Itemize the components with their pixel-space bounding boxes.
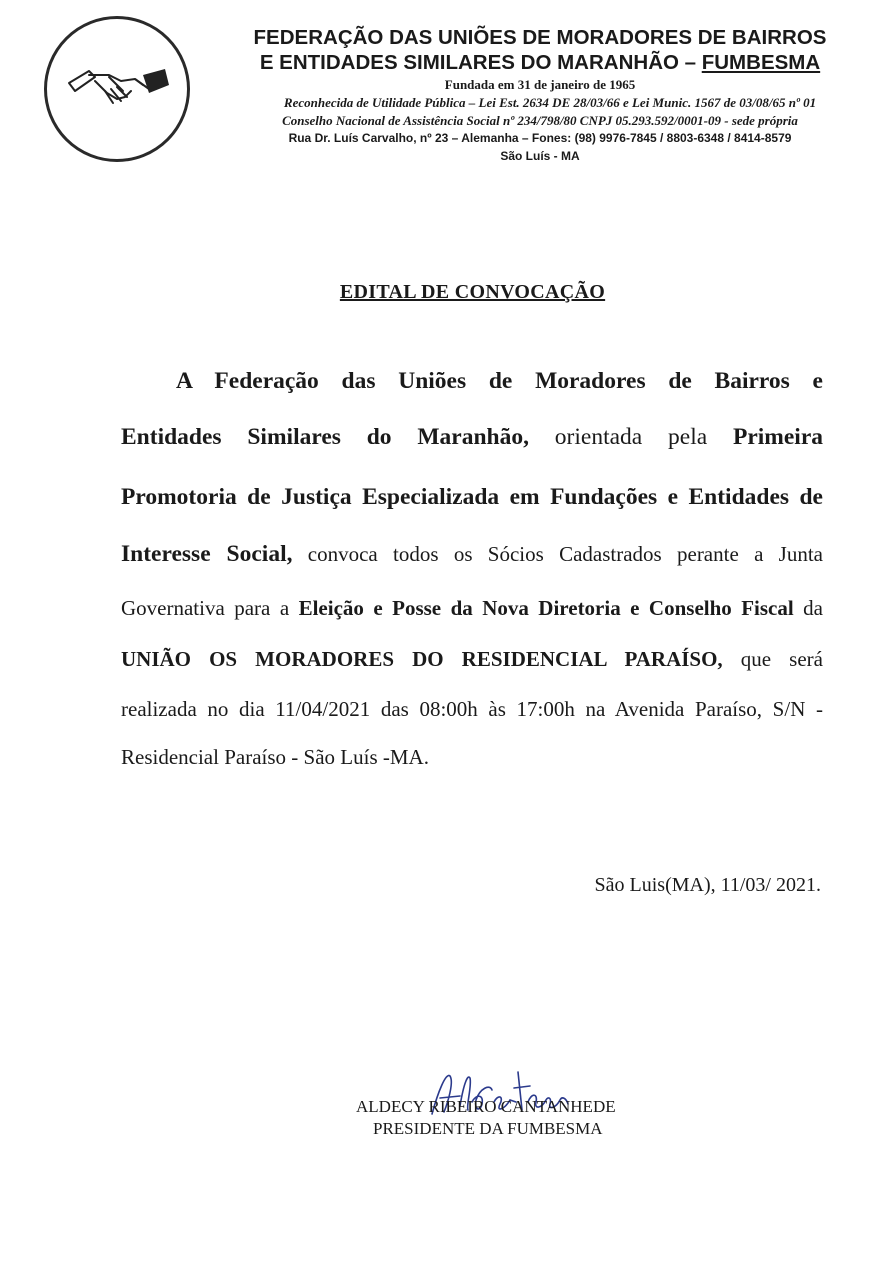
header-city: São Luís - MA xyxy=(500,149,580,163)
handshake-icon xyxy=(65,63,173,117)
body-will-be: que será xyxy=(722,647,823,671)
body-line-4 xyxy=(121,541,823,568)
header-federation-name: FEDERAÇÃO DAS UNIÕES DE MORADORES DE BAIRROS xyxy=(253,26,827,49)
body-line-8: Residencial Paraíso - São Luís -MA. xyxy=(121,745,429,769)
document-title: EDITAL DE CONVOCAÇÃO xyxy=(339,281,606,303)
body-line-5 xyxy=(121,596,823,621)
header-address: Rua Dr. Luís Carvalho, nº 23 – Alemanha – Fones: (98) 9976-7845 / 8803-6348 / 8414-8579 xyxy=(288,131,792,145)
body-line-1: A Federação das Uniões de Moradores de Bairros e xyxy=(176,368,823,394)
body-board: Governativa para a xyxy=(121,596,299,620)
date-line: São Luis(MA), 11/03/ 2021. xyxy=(594,874,821,896)
body-convokes: convoca todos os Sócios Cadastrados perante a Junta xyxy=(292,542,824,566)
header-recognition: Reconhecida de Utilidade Pública – Lei Est. 2634 DE 28/03/66 e Lei Munic. 1567 de 03/08/65 nº 01 xyxy=(283,95,817,110)
body-oriented-by: orientada pela xyxy=(528,424,733,450)
signatory-role: PRESIDENTE DA FUMBESMA xyxy=(373,1119,603,1138)
header-acronym: FUMBESMA xyxy=(701,51,821,74)
body-line-7: realizada no dia 11/04/2021 das 08:00h às 17:00h na Avenida Paraíso, S/N - xyxy=(121,697,823,721)
header-founded: Fundada em 31 de janeiro de 1965 xyxy=(444,77,636,92)
signatory-name: ALDECY RIBEIRO CANTANHEDE xyxy=(356,1097,616,1116)
body-union-name: UNIÃO OS MORADORES DO RESIDENCIAL PARAÍSO, xyxy=(121,647,723,671)
body-line-6 xyxy=(121,647,823,672)
body-line-3: Promotoria de Justiça Especializada em Fundações e Entidades de xyxy=(121,484,823,510)
body-of: da xyxy=(793,596,823,620)
header-federation-name-line2 xyxy=(200,51,880,76)
body-election: Eleição e Posse da Nova Diretoria e Conselho Fiscal xyxy=(298,596,794,620)
header-council: Conselho Nacional de Assistência Social nº 234/798/80 CNPJ 05.293.592/0001-09 - sede própria xyxy=(282,113,798,128)
body-line-2 xyxy=(121,424,823,451)
body-social-interest: Interesse Social, xyxy=(121,541,293,567)
federation-logo xyxy=(44,16,190,162)
body-first: Primeira xyxy=(732,424,823,450)
header-line2-text: E ENTIDADES SIMILARES DO MARANHÃO – xyxy=(259,51,702,74)
body-org-name: Entidades Similares do Maranhão, xyxy=(121,424,529,450)
